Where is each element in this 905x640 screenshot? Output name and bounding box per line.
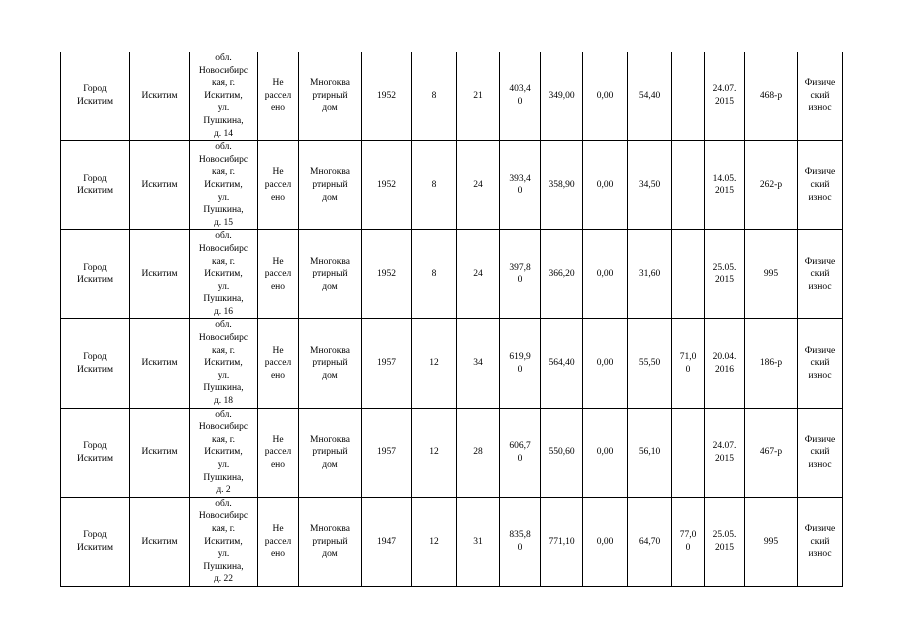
cell-col8: 21 (457, 52, 500, 141)
cell-year: 1947 (362, 497, 412, 586)
cell-col12: 34,50 (628, 141, 672, 230)
cell-col7: 8 (412, 141, 457, 230)
cell-col7: 12 (412, 319, 457, 408)
cell-reason: Физиче ский износ (798, 408, 843, 497)
cell-col11: 0,00 (583, 141, 628, 230)
cell-col13 (672, 230, 705, 319)
cell-col8: 28 (457, 408, 500, 497)
cell-status: Не рассел ено (258, 497, 299, 586)
cell-address: обл. Новосибирс кая, г. Искитим, ул. Пушкина, д. 18 (190, 319, 258, 408)
cell-date: 25.05. 2015 (705, 230, 745, 319)
cell-district: Искитим (130, 408, 190, 497)
table-row (61, 408, 843, 497)
cell-district: Искитим (130, 319, 190, 408)
cell-address: обл. Новосибирс кая, г. Искитим, ул. Пушкина, д. 14 (190, 52, 258, 141)
cell-building-type: Многоква ртирный дом (299, 230, 362, 319)
cell-district: Искитим (130, 141, 190, 230)
cell-col11: 0,00 (583, 230, 628, 319)
cell-col12: 64,70 (628, 497, 672, 586)
cell-address: обл. Новосибирс кая, г. Искитим, ул. Пушкина, д. 2 (190, 408, 258, 497)
cell-address: обл. Новосибирс кая, г. Искитим, ул. Пушкина, д. 16 (190, 230, 258, 319)
cell-col11: 0,00 (583, 497, 628, 586)
cell-col7: 12 (412, 408, 457, 497)
cell-document: 995 (745, 230, 798, 319)
cell-col12: 31,60 (628, 230, 672, 319)
cell-col13 (672, 408, 705, 497)
cell-col12: 54,40 (628, 52, 672, 141)
cell-col13: 77,0 0 (672, 497, 705, 586)
cell-date: 24.07. 2015 (705, 408, 745, 497)
cell-col8: 24 (457, 230, 500, 319)
cell-col10: 358,90 (541, 141, 583, 230)
cell-city: Город Искитим (61, 230, 130, 319)
cell-reason: Физиче ский износ (798, 141, 843, 230)
cell-col10: 771,10 (541, 497, 583, 586)
cell-status: Не рассел ено (258, 408, 299, 497)
table-row (61, 319, 843, 408)
cell-district: Искитим (130, 230, 190, 319)
cell-document: 995 (745, 497, 798, 586)
cell-year: 1952 (362, 52, 412, 141)
cell-date: 14.05. 2015 (705, 141, 745, 230)
cell-status: Не рассел ено (258, 141, 299, 230)
cell-col7: 12 (412, 497, 457, 586)
cell-col10: 550,60 (541, 408, 583, 497)
table-body (61, 52, 843, 586)
cell-col12: 56,10 (628, 408, 672, 497)
cell-building-type: Многоква ртирный дом (299, 408, 362, 497)
table-row (61, 52, 843, 141)
cell-col7: 8 (412, 230, 457, 319)
cell-col9: 606,7 0 (500, 408, 541, 497)
cell-col11: 0,00 (583, 319, 628, 408)
cell-col9: 619,9 0 (500, 319, 541, 408)
cell-col9: 397,8 0 (500, 230, 541, 319)
cell-year: 1952 (362, 230, 412, 319)
cell-col10: 349,00 (541, 52, 583, 141)
cell-year: 1957 (362, 319, 412, 408)
cell-building-type: Многоква ртирный дом (299, 497, 362, 586)
cell-col12: 55,50 (628, 319, 672, 408)
cell-status: Не рассел ено (258, 230, 299, 319)
cell-col9: 835,8 0 (500, 497, 541, 586)
cell-col7: 8 (412, 52, 457, 141)
document-page (60, 52, 842, 587)
cell-reason: Физиче ский износ (798, 52, 843, 141)
cell-col10: 564,40 (541, 319, 583, 408)
cell-status: Не рассел ено (258, 52, 299, 141)
cell-date: 24.07. 2015 (705, 52, 745, 141)
cell-document: 467-р (745, 408, 798, 497)
table-row (61, 230, 843, 319)
cell-reason: Физиче ский износ (798, 230, 843, 319)
table-row (61, 497, 843, 586)
cell-col10: 366,20 (541, 230, 583, 319)
cell-document: 468-р (745, 52, 798, 141)
cell-col8: 31 (457, 497, 500, 586)
cell-document: 186-р (745, 319, 798, 408)
cell-col11: 0,00 (583, 408, 628, 497)
cell-district: Искитим (130, 52, 190, 141)
cell-col13 (672, 141, 705, 230)
cell-status: Не рассел ено (258, 319, 299, 408)
cell-city: Город Искитим (61, 497, 130, 586)
cell-col11: 0,00 (583, 52, 628, 141)
cell-col13 (672, 52, 705, 141)
cell-date: 25.05. 2015 (705, 497, 745, 586)
cell-building-type: Многоква ртирный дом (299, 319, 362, 408)
cell-reason: Физиче ский износ (798, 319, 843, 408)
cell-col9: 393,4 0 (500, 141, 541, 230)
cell-city: Город Искитим (61, 319, 130, 408)
cell-city: Город Искитим (61, 52, 130, 141)
housing-registry-table (60, 52, 843, 587)
cell-year: 1952 (362, 141, 412, 230)
cell-document: 262-р (745, 141, 798, 230)
cell-col8: 34 (457, 319, 500, 408)
table-row (61, 141, 843, 230)
cell-col13: 71,0 0 (672, 319, 705, 408)
cell-address: обл. Новосибирс кая, г. Искитим, ул. Пушкина, д. 15 (190, 141, 258, 230)
cell-address: обл. Новосибирс кая, г. Искитим, ул. Пушкина, д. 22 (190, 497, 258, 586)
cell-year: 1957 (362, 408, 412, 497)
cell-date: 20.04. 2016 (705, 319, 745, 408)
cell-building-type: Многоква ртирный дом (299, 141, 362, 230)
cell-city: Город Искитим (61, 141, 130, 230)
cell-col8: 24 (457, 141, 500, 230)
cell-col9: 403,4 0 (500, 52, 541, 141)
cell-reason: Физиче ский износ (798, 497, 843, 586)
cell-building-type: Многоква ртирный дом (299, 52, 362, 141)
cell-district: Искитим (130, 497, 190, 586)
cell-city: Город Искитим (61, 408, 130, 497)
